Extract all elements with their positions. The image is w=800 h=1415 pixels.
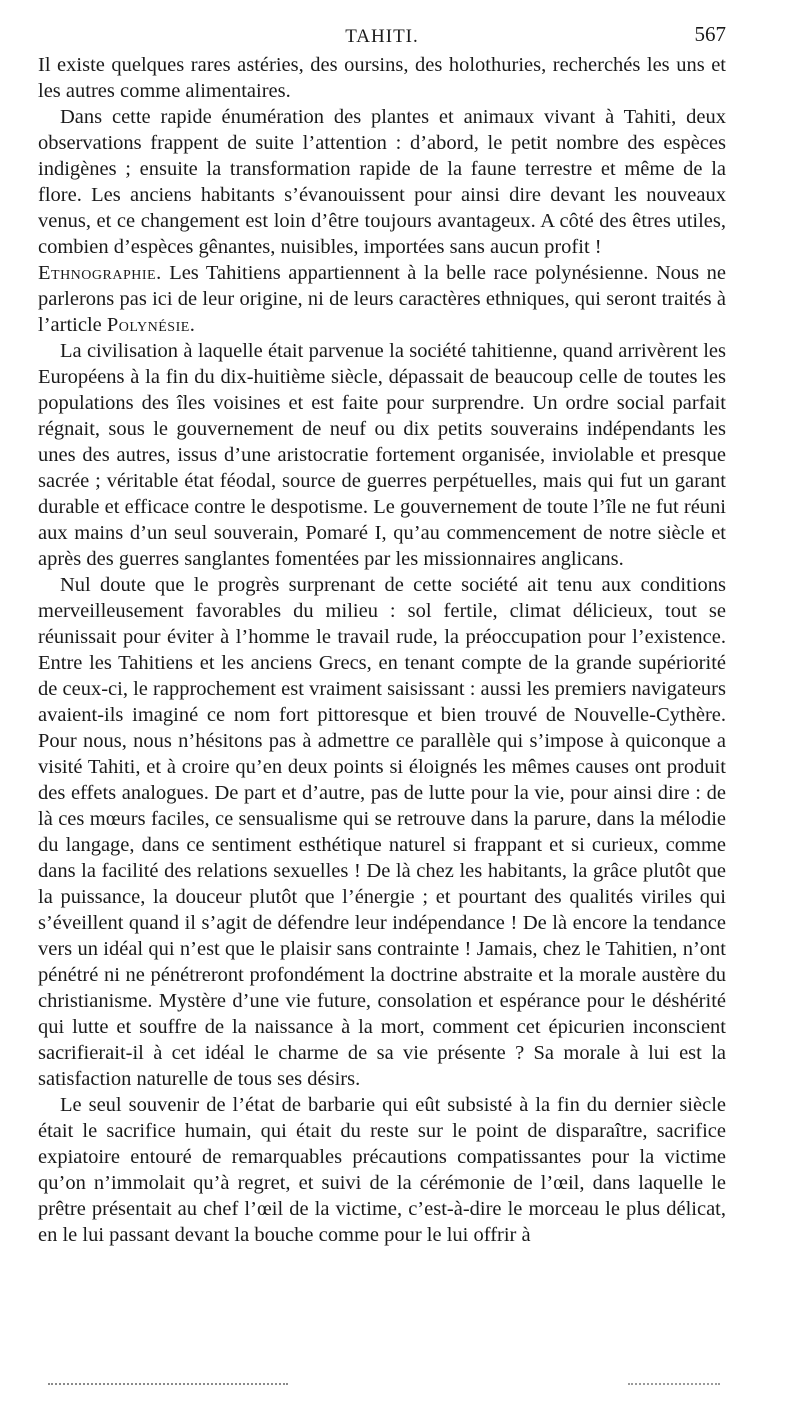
running-title: TAHITI.: [345, 26, 419, 47]
body-text: [38, 52, 726, 1248]
cross-reference: Polynésie: [106, 314, 190, 336]
footer-divider: [48, 1383, 288, 1385]
page-header: [38, 18, 726, 52]
paragraph-ethnographie: [38, 260, 726, 338]
paragraph-tail: .: [189, 314, 195, 336]
paragraph: Nul doute que le progrès surprenant de cette société ait tenu aux conditions merveilleusement favorables du milieu : sol fertile, climat délicieux, tout se réunissait pour éviter à l’homme le travail rude, la préoccupation pour l’existence. Entre les Tahitiens et les anciens Grecs, en tenant compte de la grande supériorité de ceux-ci, le rapprochement est vraiment saisissant : aussi les premiers navigateurs avaient-ils imaginé ce nom fort pittoresque et bien trouvé de Nouvelle-Cythère. Pour nous, nous n’hésitons pas à admettre ce parallèle qui s’impose à quiconque a visité Tahiti, et à croire qu’en deux points si éloignés les mêmes causes ont produit des effets analogues. De part et d’autre, pas de lutte pour la vie, pour ainsi dire : de là ces mœurs faciles, ce sensualisme qui se retrouve dans la parure, dans la mélodie du langage, dans ce sentiment esthétique naturel si frappant et si curieux, comme dans la facilité des relations sexuelles ! De là chez les habitants, la grâce plutôt que la puissance, la douceur plutôt que l’énergie ; et pourtant des qualités viriles qui s’éveillent quand il s’agit de défendre leur indépendance ! De là encore la tendance vers un idéal qui n’est que le plaisir sans contrainte ! Jamais, chez le Tahitien, n’ont pénétré ni ne pénétreront profondément la doctrine abstraite et la morale austère du christianisme. Mystère d’une vie future, consolation et espérance pour le déshérité qui lutte et souffre de la naissance à la mort, comment cet épicurien inconscient sacrifierait-il à cet idéal le charme de sa vie présente ? Sa morale à lui est la satisfaction naturelle de tous ses désirs.: [38, 574, 726, 1090]
footer-divider-right: [628, 1383, 720, 1385]
paragraph: Il existe quelques rares astéries, des oursins, des holothuries, recherchés les uns et les autres comme alimentaires.: [38, 54, 726, 102]
paragraph-text: Les Tahitiens appartiennent à la belle race polynésienne. Nous ne parlerons pas ici de leur origine, ni de leurs caractères ethniques, qui seront traités à l’article: [38, 262, 726, 336]
paragraph: Le seul souvenir de l’état de barbarie qui eût subsisté à la fin du dernier siècle était le sacrifice humain, qui était du reste sur le point de disparaître, sacrifice expiatoire entouré de remarquables précautions compatissantes pour la victime qu’on n’immolait qu’à regret, et suivi de la cérémonie de l’œil, dans laquelle le prêtre présentait au chef l’œil de la victime, c’est-à-dire le morceau le plus délicat, en le lui passant devant la bouche comme pour le lui offrir à: [38, 1094, 726, 1246]
page-number: 567: [694, 22, 726, 46]
paragraph: Dans cette rapide énumération des plantes et animaux vivant à Tahiti, deux observations frappent de suite l’attention : d’abord, le petit nombre des espèces indigènes ; ensuite la transformation rapide de la faune terrestre et même de la flore. Les anciens habitants s’évanouissent pour ainsi dire devant les nouveaux venus, et ce changement est loin d’être toujours avantageux. A côté des êtres utiles, combien d’espèces gênantes, nuisibles, importées sans aucun profit !: [38, 106, 726, 258]
document-page: [38, 18, 726, 1248]
paragraph: La civilisation à laquelle était parvenue la société tahitienne, quand arrivèrent les Européens à la fin du dix-huitième siècle, dépassait de beaucoup celle de toutes les populations des îles voisines et est faite pour surprendre. Un ordre social parfait régnait, sous le gouvernement de neuf ou dix petits souverains indépendants les unes des autres, issus d’une aristocratie fortement organisée, inviolable et presque sacrée ; véritable état féodal, source de guerres perpétuelles, mais qui fut un garant durable et efficace contre le despotisme. Le gouvernement de toute l’île ne fut réuni aux mains d’un seul souverain, Pomaré I, qu’au commencement de notre siècle et après des guerres sanglantes fomentées par les missionnaires anglicans.: [38, 340, 726, 570]
section-lead: Ethnographie.: [38, 262, 162, 284]
